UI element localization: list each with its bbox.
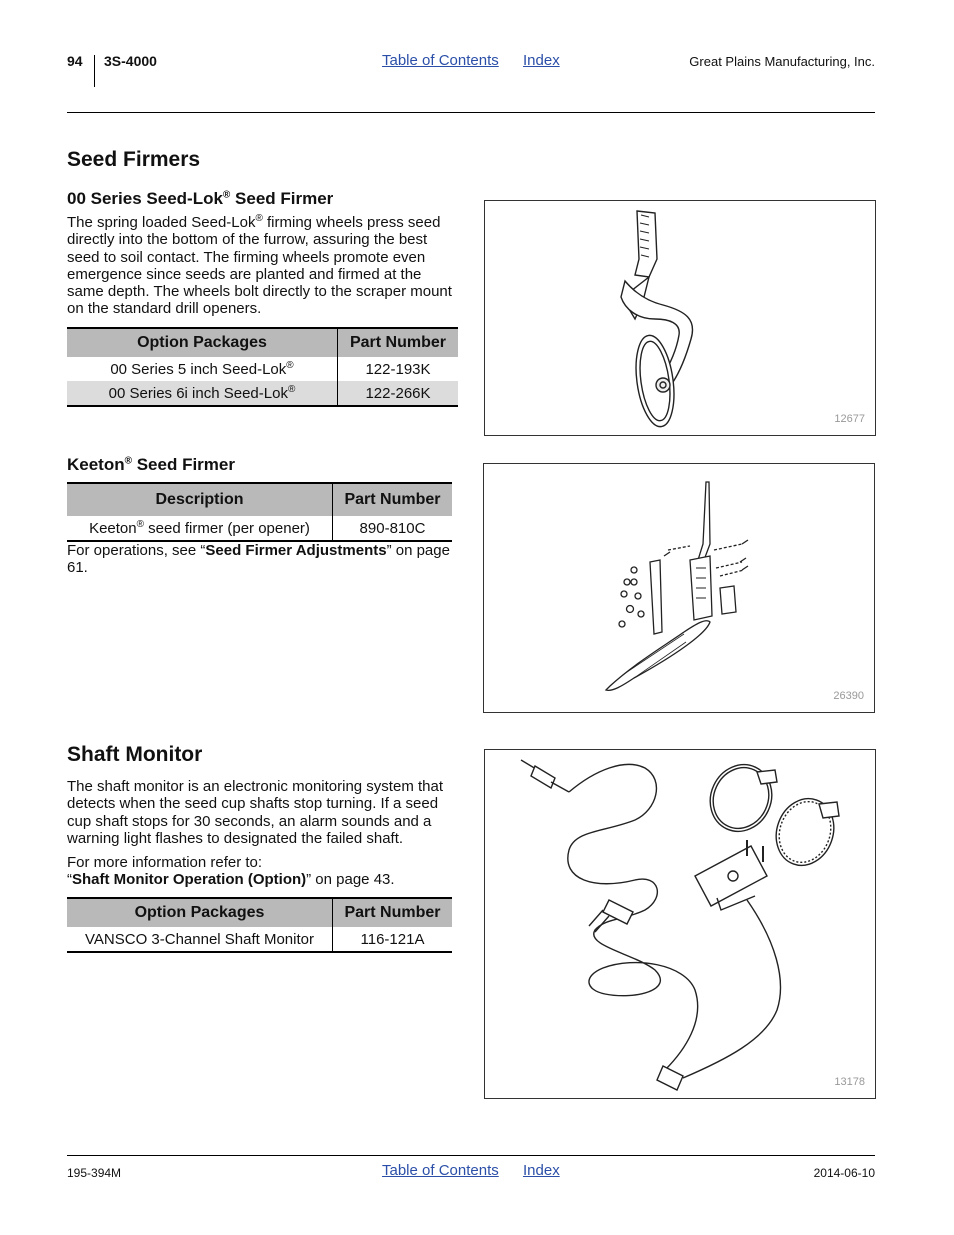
subheading-keeton: Keeton® Seed Firmer <box>67 455 235 474</box>
figure-number: 12677 <box>834 413 865 425</box>
figure-number: 13178 <box>834 1076 865 1088</box>
doc-number: 195-394M <box>67 1166 122 1180</box>
col-header-option: Option Packages <box>67 328 338 357</box>
col-header-part: Part Number <box>333 898 453 927</box>
model-name: 3S-4000 <box>104 53 157 69</box>
header-divider <box>94 55 95 87</box>
keeton-figure <box>483 463 875 713</box>
section-title-shaft-monitor: Shaft Monitor <box>67 743 203 766</box>
option-cell: VANSCO 3-Channel Shaft Monitor <box>67 927 333 952</box>
shaft-monitor-parts-table <box>67 897 452 953</box>
part-cell: 122-193K <box>365 360 431 378</box>
header-toc-link[interactable]: Table of Contents <box>382 52 499 69</box>
shaft-monitor-figure <box>484 749 876 1099</box>
header-rule <box>67 112 875 113</box>
header-index-link[interactable]: Index <box>523 52 560 69</box>
publish-date: 2014-06-10 <box>813 1166 875 1180</box>
shaft-monitor-description: The shaft monitor is an electronic monitoring system that detects when the seed cup shafts stop turning. If a seed cup shaft stops for 30 seconds, an alarm sounds and a warning light flashes to designated the failed shaft. <box>67 778 443 847</box>
description-cell: Keeton® seed firmer (per opener) <box>67 516 333 541</box>
option-cell: 00 Series 5 inch Seed-Lok® <box>67 357 338 381</box>
keeton-illustration <box>484 464 874 712</box>
figure-number: 26390 <box>833 690 864 702</box>
col-header-part: Part Number <box>338 328 459 357</box>
col-header-description: Description <box>67 483 333 516</box>
section-title-seed-firmers: Seed Firmers <box>67 148 201 171</box>
seedlok-parts-table <box>67 327 458 407</box>
seedlok-illustration <box>485 201 875 435</box>
keeton-parts-table <box>67 482 452 542</box>
part-cell: 122-266K <box>338 381 459 406</box>
seedlok-description: The spring loaded Seed-Lok® firming wheels press seed directly into the bottom of the furrow, assuring the best seed to soil contact. The firming wheels promote even emergence since seeds are planted and firmed at the same depth. The wheels bolt directly to the scraper mount on the standard drill openers. <box>67 213 452 318</box>
page-number: 94 <box>67 53 83 69</box>
col-header-part: Part Number <box>333 483 453 516</box>
footer-rule <box>67 1155 875 1156</box>
shaft-monitor-reference: For more information refer to: “Shaft Monitor Operation (Option)” on page 43. <box>67 854 395 889</box>
footer-index-link[interactable]: Index <box>523 1162 560 1179</box>
shaft-monitor-illustration <box>485 750 875 1098</box>
part-cell: 116-121A <box>360 930 425 948</box>
option-cell: 00 Series 6i inch Seed-Lok® <box>67 381 338 406</box>
keeton-note: For operations, see “Seed Firmer Adjustments” on page 61. <box>67 542 450 577</box>
seedlok-figure <box>484 200 876 436</box>
table-row <box>67 381 458 406</box>
table-row <box>67 927 452 952</box>
table-row <box>67 357 458 381</box>
subheading-seedlok: 00 Series Seed-Lok® Seed Firmer <box>67 189 334 208</box>
part-cell: 890-810C <box>359 519 426 537</box>
col-header-option: Option Packages <box>67 898 333 927</box>
footer-toc-link[interactable]: Table of Contents <box>382 1162 499 1179</box>
company-name: Great Plains Manufacturing, Inc. <box>689 54 875 69</box>
table-row <box>67 516 452 541</box>
